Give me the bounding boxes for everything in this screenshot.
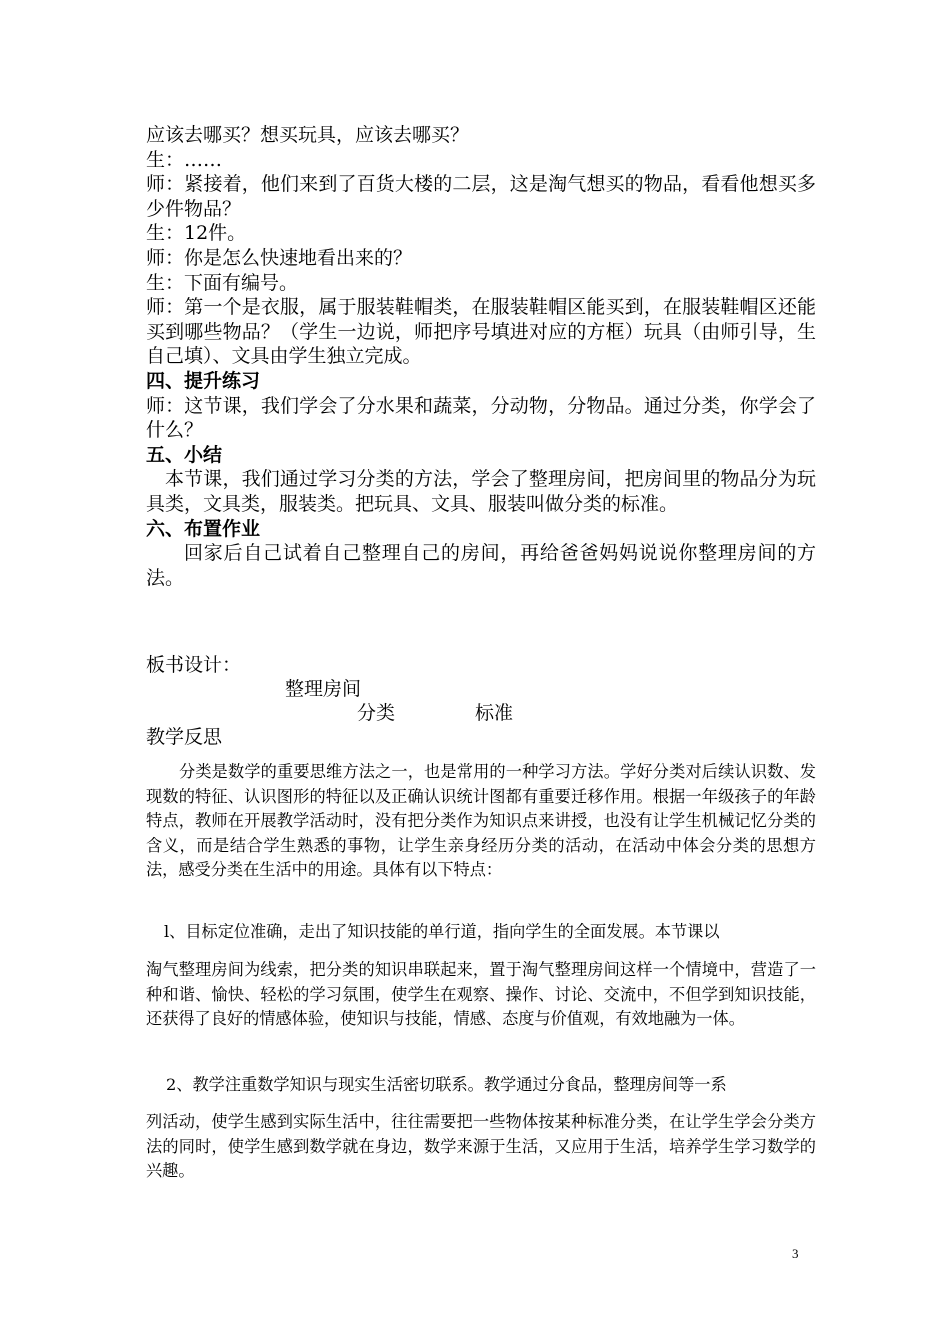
lesson-paragraph: 师：紧接着，他们来到了百货大楼的二层，这是淘气想买的物品，看看他想买多少件物品？ bbox=[146, 173, 816, 220]
lesson-paragraph: 师：你是怎么快速地看出来的？ bbox=[146, 246, 413, 269]
reflection-text: 分类是数学的重要思维方法之一，也是常用的一种学习方法。学好分类对后续认识数、发现数的特征、认识图形的特征以及正确认识统计图都有重要迁移作用。根据一年级孩子的年龄特点，教师在开展教学活动时，没有把分类作为知识点来讲授，也没有让学生机械记忆分类的含义，而是结合学生熟悉的事物，让学生亲身经历分类的活动，在活动中体会分类的思想方法，感受分类在生活中的用途。具体有以下特点： bbox=[146, 762, 816, 879]
reflection-text: 2、教学注重数学知识与现实生活密切联系。教学通过分食品，整理房间等一系 bbox=[166, 1075, 727, 1094]
reflection-text: 淘气整理房间为线索，把分类的知识串联起来，置于淘气整理房间这样一个情境中，营造了一种和谐、愉快、轻松的学习氛围，使学生在观察、操作、讨论、交流中，不但学到知识技能，还获得了良好的情感体验，使知识与技能，情感、态度与价值观，有效地融为一体。 bbox=[146, 960, 816, 1028]
lesson-paragraph: 师：第一个是衣服，属于服装鞋帽类，在服装鞋帽区能买到，在服装鞋帽区还能买到哪些物品？（学生一边说，师把序号填进对应的方框）玩具（由师引导，生自己填）、文具由学生独立完成。 bbox=[146, 296, 816, 368]
lesson-dialogue bbox=[146, 123, 816, 590]
section-heading: 六、布置作业 bbox=[146, 517, 261, 540]
lesson-paragraph: 生：…… bbox=[146, 148, 223, 171]
reflection-heading: 教学反思 bbox=[146, 726, 223, 748]
board-title: 整理房间 bbox=[285, 678, 362, 700]
lesson-paragraph: 生：下面有编号。 bbox=[146, 271, 299, 294]
reflection-point-1-body bbox=[146, 958, 816, 1032]
page-number: 3 bbox=[792, 1246, 799, 1261]
reflection-point-2 bbox=[146, 1073, 816, 1098]
section-heading: 四、提升练习 bbox=[146, 369, 261, 392]
section-text: 师：这节课，我们学会了分水果和蔬菜，分动物，分物品。通过分类，你学会了什么？ bbox=[146, 394, 816, 442]
board-item: 标准 bbox=[475, 702, 514, 724]
section-heading: 五、小结 bbox=[146, 443, 223, 466]
reflection-paragraph bbox=[146, 760, 816, 883]
reflection-point-1 bbox=[146, 920, 816, 945]
board-item: 分类 bbox=[357, 702, 396, 724]
board-design-label: 板书设计： bbox=[146, 654, 242, 676]
lesson-paragraph: 生：12件。 bbox=[146, 222, 247, 245]
section-text: 回家后自己试着自己整理自己的房间，再给爸爸妈妈说说你整理房间的方法。 bbox=[146, 542, 816, 589]
section-text: 本节课，我们通过学习分类的方法，学会了整理房间，把房间里的物品分为玩具类，文具类，服装类。把玩具、文具、服装叫做分类的标准。 bbox=[146, 468, 816, 515]
reflection-text: 列活动，使学生感到实际生活中，往往需要把一些物体按某种标准分类，在让学生学会分类方法的同时，使学生感到数学就在身边，数学来源于生活，又应用于生活，培养学生学习数学的兴趣。 bbox=[146, 1112, 816, 1180]
reflection-text: l、目标定位准确，走出了知识技能的单行道，指向学生的全面发展。本节课以 bbox=[164, 922, 720, 941]
reflection-point-2-body bbox=[146, 1110, 816, 1184]
lesson-paragraph: 应该去哪买？想买玩具，应该去哪买？ bbox=[146, 124, 470, 146]
